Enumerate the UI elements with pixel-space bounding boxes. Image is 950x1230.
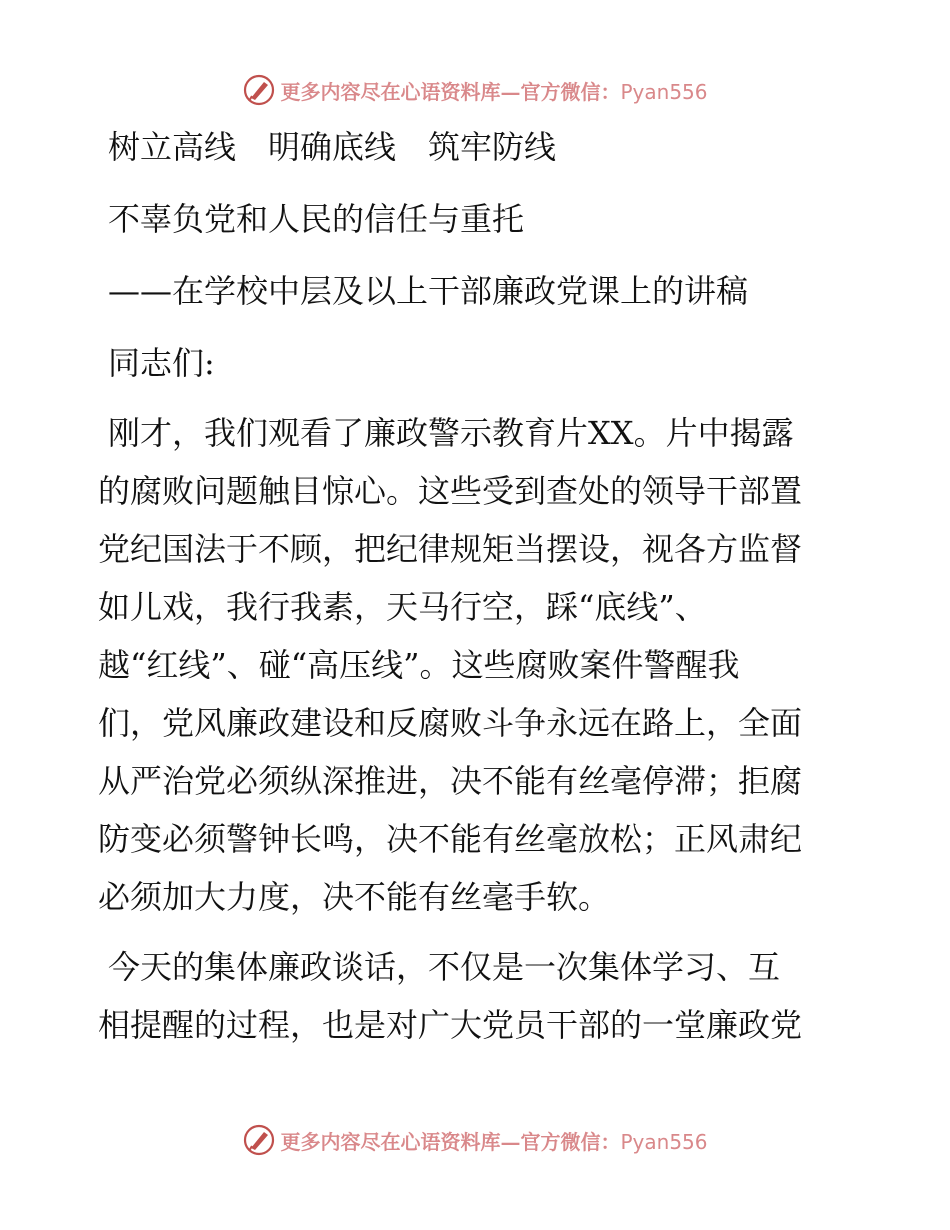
watermark-text: 更多内容尽在心语资料库—官方微信：Pyan556 [280, 1129, 708, 1154]
wechat-id: Pyan556 [620, 79, 708, 104]
quill-logo-icon [242, 73, 276, 107]
title-part-2: 明确底线 [268, 128, 397, 166]
document-occasion: ——在学校中层及以上干部廉政党课上的讲稿 [108, 272, 749, 310]
watermark-banner-top [0, 70, 950, 110]
paragraph-line: 的腐败问题触目惊心。这些受到查处的领导干部置 [98, 472, 803, 510]
watermark-banner-bottom [0, 1120, 950, 1160]
paragraph-line: 刚才，我们观看了廉政警示教育片XX。片中揭露 [108, 414, 794, 452]
document-subtitle: 不辜负党和人民的信任与重托 [108, 200, 525, 238]
paragraph-line: 党纪国法于不顾，把纪律规矩当摆设，视各方监督 [98, 530, 803, 568]
title-part-1: 树立高线 [108, 128, 237, 166]
paragraph-line: 今天的集体廉政谈话，不仅是一次集体学习、互 [108, 948, 781, 986]
quill-logo-icon [242, 1123, 276, 1157]
paragraph-line: 越“红线”、碰“高压线”。这些腐败案件警醒我 [98, 646, 740, 684]
paragraph-1 [98, 404, 858, 926]
watermark-text: 更多内容尽在心语资料库—官方微信：Pyan556 [280, 79, 708, 104]
paragraph-line: 从严治党必须纵深推进，决不能有丝毫停滞；拒腐 [98, 762, 803, 800]
paragraph-line: 们，党风廉政建设和反腐败斗争永远在路上，全面 [98, 704, 803, 742]
document-title [98, 118, 858, 176]
paragraph-2 [98, 938, 858, 1054]
salutation: 同志们: [108, 344, 215, 382]
title-part-3: 筑牢防线 [428, 128, 557, 166]
wechat-id: Pyan556 [620, 1129, 708, 1154]
paragraph-line: 如儿戏，我行我素，天马行空，踩“底线”、 [98, 588, 707, 626]
document-body [98, 118, 858, 1054]
paragraph-line: 必须加大力度，决不能有丝毫手软。 [98, 878, 611, 916]
paragraph-line: 相提醒的过程，也是对广大党员干部的一堂廉政党 [98, 1006, 803, 1044]
paragraph-line: 防变必须警钟长鸣，决不能有丝毫放松；正风肃纪 [98, 820, 803, 858]
